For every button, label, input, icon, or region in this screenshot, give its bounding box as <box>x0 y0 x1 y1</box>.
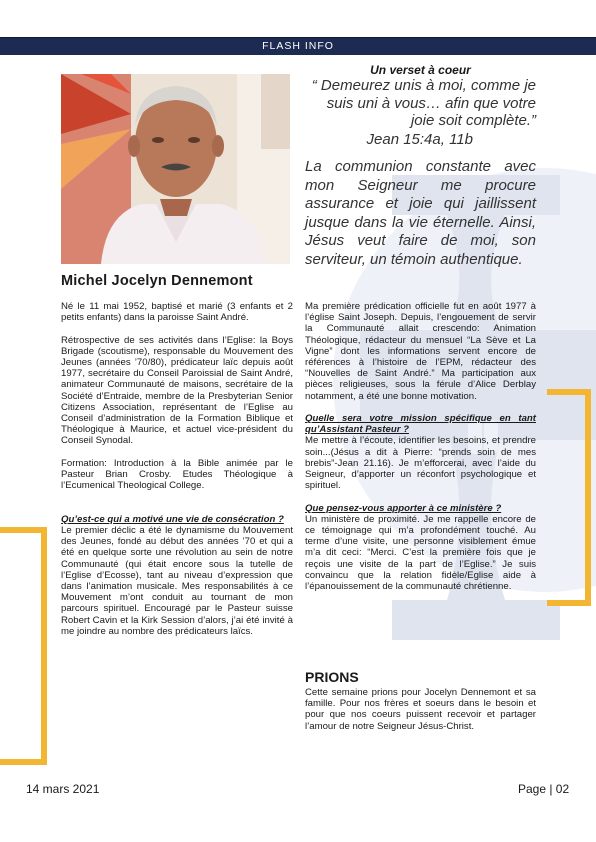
first-sermon-paragraph: Ma première prédication officielle fut en août 1977 à l’église Saint Joseph. Depuis, l’engouement de servir la Communauté allait crescendo: Animation Théologique, rédacteur du mensuel “La Sève et La Vigne” dont les informations servent encore de références à l’histoire de l’EPM, rédacteur des “Nouvelles de Saint André.” Ma participation aux pièces religieuses, sous la férule d’Alice Derblay notamment, a été une bonne motivation. <box>305 301 536 402</box>
activities-paragraph: Rétrospective de ses activités dans l’Eglise: la Boys Brigade (scoutisme), responsable du Mouvement des Jeunes (années ’70/80), prédicateur laïc depuis août 1977, secrétaire du Conseil Paroissial de Saint André, animateur Communauté de maisons, secrétaire de la Société d’Entraide, membre de la Presbyterian Senior Citizens Association, représentant de l’Eglise au Conseil d’administration de la Formation Biblique et Théologique à Maurice, et actuel vice-président du Conseil Synodal. <box>61 334 293 447</box>
prions-text: Cette semaine prions pour Jocelyn Dennemont et sa famille. Pour nos frères et soeurs dans le besoin et pour que nos coeurs puissent recevoir et partager l’amour de notre Seigneur Jésus-Christ. <box>305 687 536 732</box>
answer-motivation: Le premier déclic a été le dynamisme du Mouvement des Jeunes, fondé au début des années ’70 et qui a été en quelque sorte une révolution au sein de notre Communauté (qui était encore sous la tutelle de l’Eglise d’Ecosse), tant au niveau d’expression que dans l’animation musicale. Mes responsabilités à ce Mouvement m’ont conduit au tournant de mon parcours spirituel. Encouragé par le Pasteur suisse Robert Cavin et la Kirk Session d’alors, j’ai été invité à me joindre au nombre des prédicateurs laïcs. <box>61 525 293 637</box>
profile-name: Michel Jocelyn Dennemont <box>61 273 253 289</box>
verse-reference: Jean 15:4a, 11b <box>366 131 473 148</box>
footer-date: 14 mars 2021 <box>26 782 100 796</box>
biography-paragraph: Né le 11 mai 1952, baptisé et marié (3 enfants et 2 petits enfants) dans la paroisse Saint André. <box>61 301 293 324</box>
verse-text: “ Demeurez unis à moi, comme je suis uni à vous… afin que votre joie soit complète.” <box>311 77 536 129</box>
answer-ministry: Un ministère de proximité. Je me rappelle encore de ce témoignage qui m’a profondément touché. Au terme d’une visite, une personne visiblement émue m’a dit ceci: “Merci. C’est la première fois que je reçois une visite de la part de l’Eglise.” Je suis convaincu que la relation fidèle/Eglise aide à l’épanouissement de la communauté chrétienne. <box>305 513 536 593</box>
question-motivation: Qu’est-ce qui a motivé une vie de consécration ? <box>61 513 284 525</box>
flash-info-banner <box>0 37 596 55</box>
question-ministry: Que pensez-vous apporter à ce ministère ? <box>305 502 502 514</box>
portrait-photo <box>61 74 290 264</box>
footer-page-number: Page | 02 <box>518 782 570 796</box>
formation-paragraph: Formation: Introduction à la Bible animée par le Pasteur Brian Crosby. Etudes Théologique à l’Ecumenical Theological College. <box>61 457 293 492</box>
prions-title: PRIONS <box>305 669 359 685</box>
communion-quote: La communion constante avec mon Seigneur me procure assurance et joie qui jaillissent jusque dans la vie éternelle. Ainsi, Jésus veut faire de moi, son serviteur, un témoin authentique. <box>305 158 536 268</box>
question-mission: Quelle sera votre mission spécifique en tant qu’Assistant Pasteur ? <box>305 413 536 436</box>
right-column <box>305 301 536 592</box>
banner-label: FLASH INFO <box>262 40 334 52</box>
answer-mission: Me mettre à l’écoute, identifier les besoins, et prendre soin...(Jésus a dit à Pierre: “prends soin de mes brebis”-Jean 21.16). Je m’efforcerai, avec l’aide du Seigneur, d’apporter un réconfort psychologique et spirituel. <box>305 435 536 492</box>
left-column <box>61 301 293 637</box>
verse-heading: Un verset à coeur <box>370 63 471 77</box>
gold-bracket-left <box>0 530 44 762</box>
